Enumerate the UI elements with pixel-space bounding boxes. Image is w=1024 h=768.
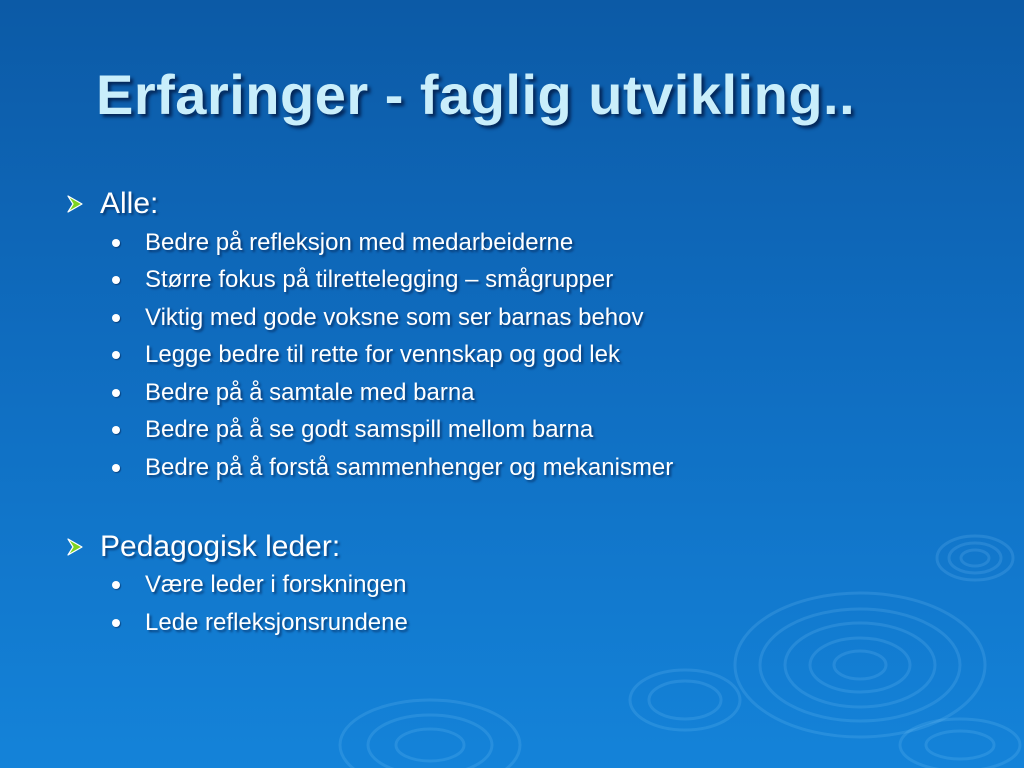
list-item-text: Bedre på refleksjon med medarbeiderne xyxy=(145,228,574,256)
section-heading xyxy=(64,184,964,224)
section-alle xyxy=(64,184,964,487)
bullet-list xyxy=(64,567,964,642)
list-item-text: Bedre på å se godt samspill mellom barna xyxy=(145,416,594,444)
list-item xyxy=(112,337,964,375)
section-label: Alle: xyxy=(100,187,159,220)
section-pedagogisk-leder xyxy=(64,527,964,642)
round-dot-icon xyxy=(112,389,120,397)
round-dot-icon xyxy=(112,464,120,472)
list-item-text: Viktig med gode voksne som ser barnas behov xyxy=(145,303,644,331)
round-dot-icon xyxy=(112,276,120,284)
list-item-text: Større fokus på tilrettelegging – smågrupper xyxy=(145,266,614,294)
bullet-list xyxy=(64,224,964,487)
list-item xyxy=(112,299,964,337)
list-item xyxy=(112,262,964,300)
chevron-arrow-icon xyxy=(64,193,86,215)
list-item-text: Være leder i forskningen xyxy=(145,571,407,599)
list-item xyxy=(112,567,964,605)
section-heading xyxy=(64,527,964,567)
chevron-arrow-icon xyxy=(64,536,86,558)
list-item xyxy=(112,224,964,262)
list-item xyxy=(112,412,964,450)
list-item-text: Legge bedre til rette for vennskap og god lek xyxy=(145,341,620,369)
list-item-text: Bedre på å samtale med barna xyxy=(145,378,475,406)
list-item-text: Lede refleksjonsrundene xyxy=(145,608,408,636)
round-dot-icon xyxy=(112,314,120,322)
round-dot-icon xyxy=(112,581,120,589)
round-dot-icon xyxy=(112,426,120,434)
list-item-text: Bedre på å forstå sammenhenger og mekanismer xyxy=(145,453,674,481)
round-dot-icon xyxy=(112,239,120,247)
round-dot-icon xyxy=(112,351,120,359)
list-item xyxy=(112,449,964,487)
list-item xyxy=(112,374,964,412)
section-label: Pedagogisk leder: xyxy=(100,529,341,563)
slide-title: Erfaringer - faglig utvikling.. xyxy=(96,63,856,126)
list-item xyxy=(112,604,964,642)
round-dot-icon xyxy=(112,619,120,627)
slide-content xyxy=(64,184,964,682)
